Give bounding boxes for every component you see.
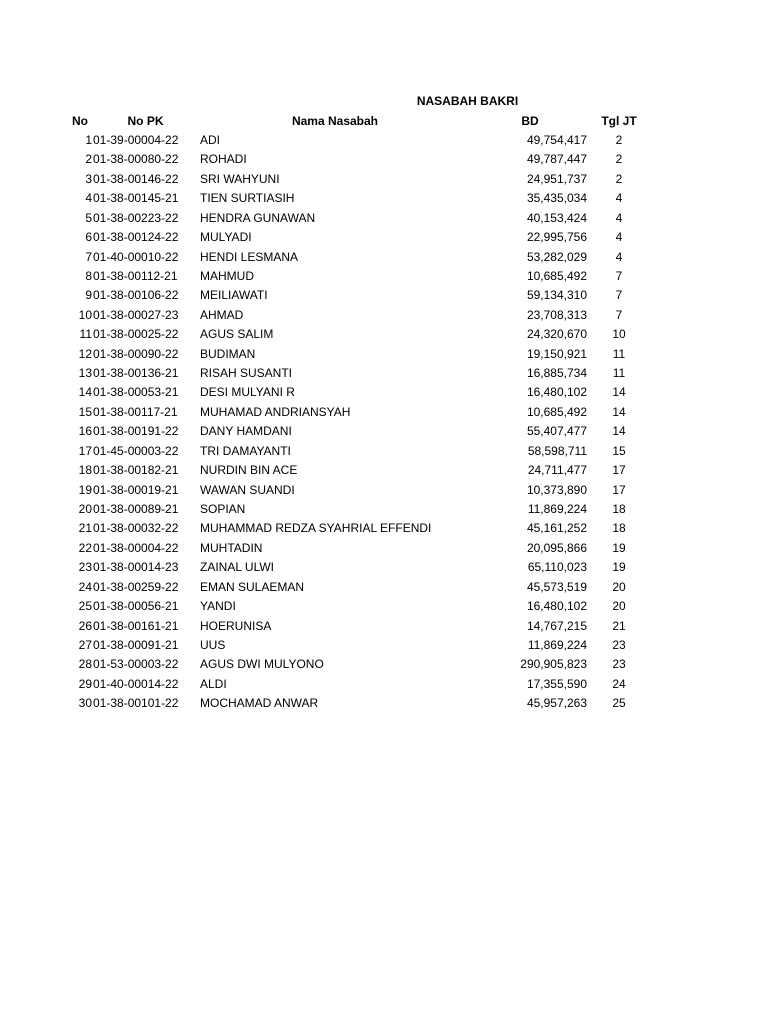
cell-no-pk: 01-38-00090-22 [93,346,179,361]
cell-bd: 20,095,866 [526,540,587,555]
table-row [0,442,768,461]
cell-no-pk: 01-38-00053-21 [93,385,179,400]
cell-tgl-jt: 7 [615,288,623,303]
cell-no: 2 [85,152,92,167]
cell-nama-nasabah: MUHAMAD ANDRIANSYAH [200,404,351,419]
cell-no: 17 [78,443,92,458]
cell-no: 18 [78,463,92,478]
cell-bd: 58,598,711 [527,443,587,458]
cell-tgl-jt: 4 [615,230,623,245]
cell-tgl-jt: 2 [615,171,623,186]
table-body [0,131,768,721]
cell-tgl-jt: 15 [612,443,626,458]
cell-nama-nasabah: ADI [200,133,221,147]
cell-no: 14 [78,385,92,400]
table-row [0,500,768,519]
cell-bd: 65,110,023 [527,560,587,575]
table-row [0,558,768,577]
cell-nama-nasabah: HENDI LESMANA [200,249,299,264]
cell-tgl-jt: 7 [615,268,623,283]
cell-no-pk: 01-38-00080-22 [93,152,179,167]
cell-bd: 49,754,417 [526,133,587,147]
table-row [0,694,768,713]
table-row [0,675,768,694]
cell-no: 24 [78,579,92,594]
cell-bd: 55,407,477 [526,424,587,439]
cell-no: 13 [78,366,92,381]
cell-tgl-jt: 23 [612,657,626,672]
cell-no-pk: 01-38-00019-21 [93,482,179,497]
table-row [0,636,768,655]
cell-no-pk: 01-38-00191-22 [93,424,179,439]
cell-tgl-jt: 14 [612,385,626,400]
cell-bd: 59,134,310 [526,288,587,303]
cell-tgl-jt: 10 [612,327,626,342]
cell-nama-nasabah: HOERUNISA [200,618,272,633]
column-header-tgl-jt: Tgl JT [601,114,637,128]
table-row [0,150,768,169]
cell-tgl-jt: 4 [615,249,623,264]
cell-tgl-jt: 4 [615,210,623,225]
cell-no-pk: 01-38-00101-22 [93,696,179,711]
cell-no-pk: 01-38-00106-22 [93,288,179,303]
cell-bd: 16,480,102 [526,599,587,614]
cell-no: 7 [85,249,92,264]
cell-bd: 53,282,029 [526,249,587,264]
table-row [0,228,768,247]
cell-tgl-jt: 14 [612,404,626,419]
cell-no: 23 [78,560,92,575]
cell-no-pk: 01-38-00056-21 [93,599,179,614]
table-row [0,170,768,189]
cell-no-pk: 01-38-00182-21 [93,463,179,478]
cell-nama-nasabah: RISAH SUSANTI [200,366,293,381]
cell-bd: 45,573,519 [526,579,587,594]
cell-nama-nasabah: SRI WAHYUNI [200,171,280,186]
cell-nama-nasabah: UUS [200,637,226,652]
cell-no-pk: 01-38-00004-22 [93,540,179,555]
table-row [0,325,768,344]
cell-tgl-jt: 21 [612,618,626,633]
cell-no-pk: 01-38-00117-21 [93,404,178,419]
cell-nama-nasabah: TRI DAMAYANTI [200,443,291,458]
table-row [0,306,768,325]
cell-bd: 24,711,477 [527,463,587,478]
cell-nama-nasabah: AGUS DWI MULYONO [200,657,324,672]
cell-bd: 14,767,215 [526,618,587,633]
cell-nama-nasabah: MAHMUD [200,268,254,283]
cell-no: 10 [78,307,92,322]
table-row [0,481,768,500]
column-header-no: No [72,114,88,128]
cell-bd: 10,685,492 [526,268,587,283]
table-row [0,248,768,267]
cell-no: 1 [85,133,92,147]
sheet-title: NASABAH BAKRI [416,94,519,108]
cell-no-pk: 01-40-00014-22 [93,676,179,691]
cell-nama-nasabah: MUHAMMAD REDZA SYAHRIAL EFFENDI [200,521,432,536]
cell-tgl-jt: 18 [612,502,626,517]
cell-no: 16 [78,424,92,439]
cell-nama-nasabah: AHMAD [200,307,244,322]
cell-no: 28 [78,657,92,672]
cell-no-pk: 01-38-00089-21 [93,502,179,517]
column-header-nama-nasabah: Nama Nasabah [291,114,379,128]
table-row [0,422,768,441]
cell-nama-nasabah: NURDIN BIN ACE [200,463,298,478]
cell-bd: 23,708,313 [526,307,587,322]
cell-nama-nasabah: DANY HAMDANI [200,424,292,439]
cell-no: 5 [85,210,92,225]
table-row [0,519,768,538]
cell-bd: 10,685,492 [526,404,587,419]
table-row [0,655,768,674]
cell-nama-nasabah: ALDI [200,676,227,691]
cell-nama-nasabah: SOPIAN [200,502,246,517]
cell-bd: 49,787,447 [526,152,587,167]
table-row [0,578,768,597]
table-header [0,112,768,130]
cell-no-pk: 01-40-00010-22 [93,249,179,264]
cell-bd: 24,951,737 [526,171,587,186]
cell-no-pk: 01-38-00145-21 [93,191,179,206]
cell-bd: 35,435,034 [526,191,587,206]
cell-nama-nasabah: BUDIMAN [200,346,256,361]
cell-tgl-jt: 17 [612,482,626,497]
cell-nama-nasabah: ROHADI [200,152,247,167]
table-row [0,209,768,228]
table-row [0,286,768,305]
cell-no: 19 [78,482,92,497]
cell-tgl-jt: 19 [612,540,626,555]
cell-nama-nasabah: DESI MULYANI R [200,385,295,400]
cell-no: 15 [78,404,92,419]
cell-no: 8 [85,268,92,283]
cell-no-pk: 01-38-00223-22 [93,210,179,225]
cell-no-pk: 01-38-00025-22 [93,327,179,342]
cell-no: 25 [78,599,92,614]
cell-no: 20 [78,502,92,517]
cell-bd: 22,995,756 [526,230,587,245]
cell-nama-nasabah: ZAINAL ULWI [200,560,275,575]
cell-bd: 24,320,670 [526,327,587,342]
cell-no-pk: 01-38-00161-21 [93,618,179,633]
cell-no: 12 [78,346,92,361]
table-row [0,189,768,208]
cell-tgl-jt: 20 [612,599,626,614]
cell-nama-nasabah: MOCHAMAD ANWAR [200,696,319,711]
table-row [0,267,768,286]
cell-tgl-jt: 4 [615,191,623,206]
column-header-no-pk: No PK [127,114,164,128]
cell-no-pk: 01-45-00003-22 [93,443,179,458]
cell-tgl-jt: 2 [615,152,623,167]
cell-tgl-jt: 19 [612,560,626,575]
cell-no-pk: 01-53-00003-22 [93,657,179,672]
cell-bd: 17,355,590 [526,676,587,691]
cell-no-pk: 01-38-00091-21 [93,637,179,652]
cell-nama-nasabah: YANDI [200,599,236,614]
cell-nama-nasabah: MEILIAWATI [200,288,268,303]
table-row [0,617,768,636]
column-header-bd: BD [521,114,539,128]
cell-bd: 40,153,424 [526,210,587,225]
table-row [0,383,768,402]
cell-bd: 45,957,263 [526,696,587,711]
cell-no: 6 [85,230,92,245]
cell-no: 21 [78,521,92,536]
cell-bd: 16,885,734 [526,366,587,381]
cell-tgl-jt: 18 [612,521,626,536]
table-row [0,131,768,150]
table-row [0,461,768,480]
cell-tgl-jt: 24 [612,676,626,691]
cell-bd: 290,905,823 [520,657,587,672]
cell-nama-nasabah: EMAN SULAEMAN [200,579,305,594]
table-row [0,403,768,422]
cell-no-pk: 01-38-00124-22 [93,230,179,245]
table-row [0,539,768,558]
cell-bd: 10,373,890 [526,482,587,497]
table-row [0,345,768,364]
cell-nama-nasabah: HENDRA GUNAWAN [200,210,316,225]
cell-tgl-jt: 14 [612,424,626,439]
cell-bd: 11,869,224 [527,637,587,652]
cell-tgl-jt: 17 [612,463,626,478]
cell-nama-nasabah: MUHTADIN [200,540,263,555]
cell-nama-nasabah: MULYADI [200,230,252,245]
cell-bd: 11,869,224 [527,502,587,517]
cell-no: 11 [79,327,92,342]
cell-no-pk: 01-39-00004-22 [93,133,179,147]
cell-tgl-jt: 2 [615,133,623,147]
cell-no: 29 [78,676,92,691]
cell-no: 9 [85,288,92,303]
cell-bd: 19,150,921 [526,346,587,361]
cell-nama-nasabah: WAWAN SUANDI [200,482,295,497]
cell-no-pk: 01-38-00259-22 [93,579,179,594]
cell-nama-nasabah: AGUS SALIM [200,327,274,342]
cell-tgl-jt: 25 [612,696,626,711]
cell-tgl-jt: 11 [612,366,626,381]
cell-no: 3 [85,171,92,186]
cell-bd: 16,480,102 [526,385,587,400]
cell-tgl-jt: 20 [612,579,626,594]
cell-tgl-jt: 11 [612,346,626,361]
cell-no-pk: 01-38-00032-22 [93,521,179,536]
cell-no-pk: 01-38-00014-23 [93,560,179,575]
table-row [0,364,768,383]
cell-no-pk: 01-38-00136-21 [93,366,179,381]
cell-no-pk: 01-38-00112-21 [93,268,178,283]
cell-no: 30 [78,696,92,711]
cell-bd: 45,161,252 [526,521,587,536]
cell-nama-nasabah: TIEN SURTIASIH [200,191,295,206]
cell-tgl-jt: 23 [612,637,626,652]
cell-tgl-jt: 7 [615,307,623,322]
cell-no: 26 [78,618,92,633]
cell-no-pk: 01-38-00146-22 [93,171,179,186]
cell-no: 4 [85,191,92,206]
table-row [0,597,768,616]
cell-no-pk: 01-38-00027-23 [93,307,179,322]
cell-no: 22 [78,540,92,555]
cell-no: 27 [78,637,92,652]
